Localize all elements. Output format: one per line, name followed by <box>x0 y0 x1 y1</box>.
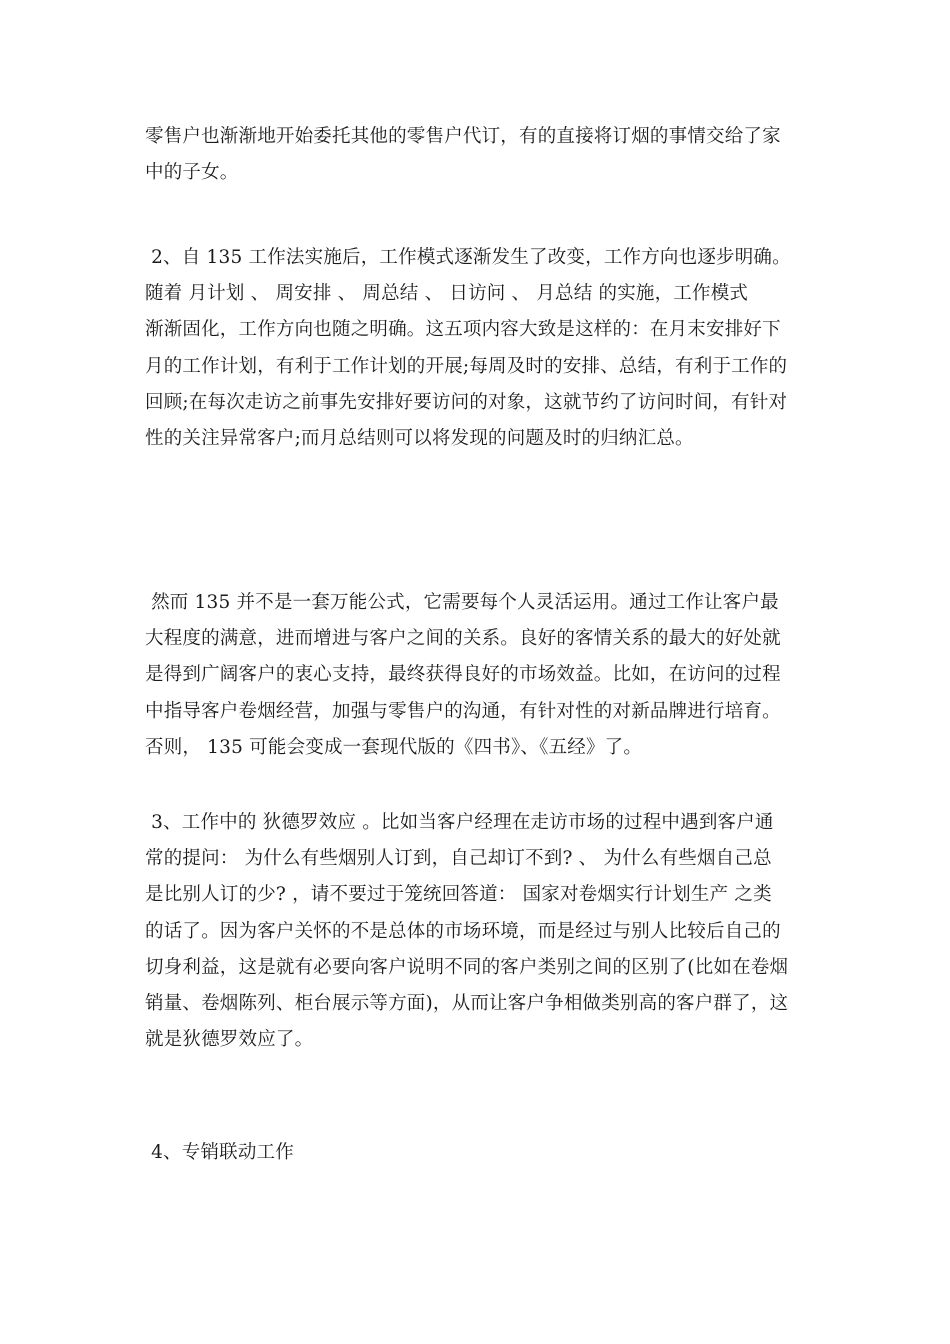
text-line: 3、工作中的 狄德罗效应 。比如当客户经理在走访市场的过程中遇到客户通 <box>145 812 774 833</box>
text-line: 否则， 135 可能会变成一套现代版的《四书》、《五经》了。 <box>145 736 643 758</box>
text-line: 2、自 135 工作法实施后，工作模式逐渐发生了改变，工作方向也逐步明确。 <box>145 247 791 268</box>
text-line: 中指导客户卷烟经营，加强与零售户的沟通，有针对性的对新品牌进行培育。 <box>145 700 781 722</box>
text-line: 随着 月计划 、 周安排 、 周总结 、 日访问 、 月总结 的实施，工作模式 <box>145 283 749 305</box>
text-line: 是比别人订的少? ，请不要过于笼统回答道： 国家对卷烟实行计划生产 之类 <box>145 884 772 906</box>
section-heading-linkage-work <box>145 1135 810 1171</box>
text-line: 渐渐固化，工作方向也随之明确。这五项内容大致是这样的：在月末安排好下 <box>145 319 781 341</box>
text-line: 的话了。因为客户关怀的不是总体的市场环境，而是经过与别人比较后自己的 <box>145 920 781 942</box>
text-line: 回顾;在每次走访之前事先安排好要访问的对象，这就节约了访问时间，有针对 <box>145 391 788 413</box>
text-line: 月的工作计划，有利于工作计划的开展;每周及时的安排、总结，有利于工作的 <box>145 355 788 377</box>
text-line: 销量、卷烟陈列、柜台展示等方面)，从而让客户争相做类别高的客户群了，这 <box>145 993 789 1015</box>
text-line: 是得到广阔客户的衷心支持，最终获得良好的市场效益。比如，在访问的过程 <box>145 664 781 686</box>
text-line: 常的提问： 为什么有些烟别人订到，自己却订不到? 、 为什么有些烟自己总 <box>145 848 772 870</box>
paragraph-diderot-effect <box>145 805 810 1058</box>
text-line: 大程度的满意，进而增进与客户之间的关系。良好的客情关系的最大的好处就 <box>145 628 781 650</box>
text-line: 切身利益，这是就有必要向客户说明不同的客户类别之间的区别了(比如在卷烟 <box>145 956 789 978</box>
text-line: 性的关注异常客户;而月总结则可以将发现的问题及时的归纳汇总。 <box>145 428 694 450</box>
text-line: 4、专销联动工作 <box>145 1142 294 1163</box>
paragraph-135-flexibility <box>145 585 810 766</box>
text-line: 就是狄德罗效应了。 <box>145 1029 314 1051</box>
paragraph-retailer-delegation <box>145 119 810 191</box>
text-line: 中的子女。 <box>145 162 239 184</box>
paragraph-135-method <box>145 240 810 457</box>
text-line: 然而 135 并不是一套万能公式，它需要每个人灵活运用。通过工作让客户最 <box>145 592 779 613</box>
text-line: 零售户也渐渐地开始委托其他的零售户代订，有的直接将订烟的事情交给了家 <box>145 126 781 147</box>
